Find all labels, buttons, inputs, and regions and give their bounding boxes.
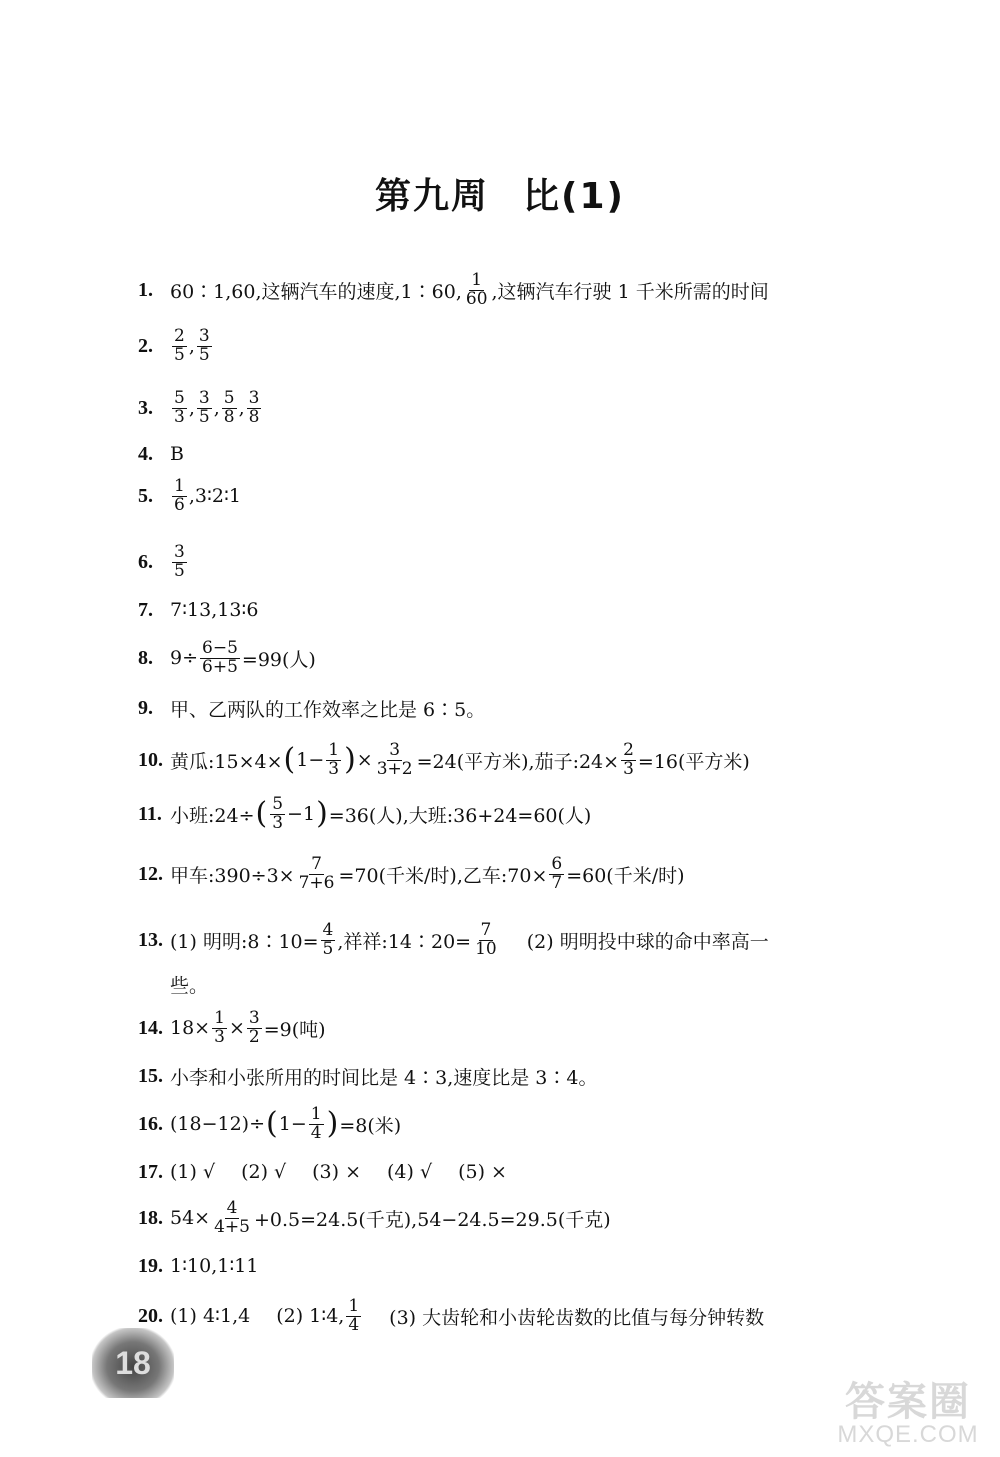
answer-line: [138, 388, 938, 428]
numerator: 4: [226, 1197, 238, 1218]
answer-text: 甲车:390÷3×: [170, 864, 295, 887]
numerator: 2: [623, 739, 634, 760]
answer-text: ,3∶2∶1: [188, 485, 242, 507]
answer-text: (5) ×: [458, 1161, 507, 1183]
answer-text: 1−: [296, 749, 325, 771]
answer-line: [138, 476, 938, 516]
answer-text: (2) √: [241, 1161, 287, 1183]
numerator: 3: [389, 739, 401, 760]
numerator: 2: [174, 325, 185, 346]
denominator: 4+5: [214, 1216, 250, 1237]
answer-text: 1−: [278, 1113, 307, 1135]
answer-line: [138, 1246, 938, 1286]
answer-line: [138, 920, 938, 960]
fraction: [172, 541, 187, 581]
fraction: [172, 387, 187, 427]
answer-text: 甲、乙两队的工作效率之比是 6∶5。: [170, 698, 486, 721]
answer-line: [138, 590, 938, 630]
denominator: 4: [348, 1314, 360, 1335]
answer-text: (1) 4∶1,4: [170, 1305, 251, 1327]
answer-text: 黄瓜:15×4×: [170, 750, 283, 773]
numerator: 3: [198, 325, 210, 346]
fraction: [197, 325, 212, 365]
denominator: 4: [310, 1122, 322, 1143]
numerator: 3: [198, 387, 210, 408]
numerator: 3: [248, 387, 260, 408]
answer-line: [138, 1104, 938, 1144]
answer-text: 18×: [170, 1017, 211, 1039]
fraction: [212, 1007, 227, 1047]
numerator: 6: [551, 853, 563, 874]
answer-number: 7.: [138, 598, 153, 621]
numerator: 3: [174, 541, 185, 562]
answer-line: [138, 638, 938, 678]
answer-text: ,: [213, 397, 220, 419]
answer-line: [138, 326, 938, 366]
numerator: 1: [328, 739, 340, 760]
answer-text: =16(平方米): [637, 750, 750, 773]
answer-text: (1) √: [170, 1161, 216, 1183]
big-paren: ): [344, 742, 356, 777]
answer-text: ,这辆汽车行驶 1 千米所需的时间: [491, 280, 769, 303]
answer-line: [138, 740, 938, 780]
denominator: 3: [623, 758, 634, 779]
numerator: 3: [248, 1007, 260, 1028]
numerator: 1: [310, 1103, 322, 1124]
fraction: [200, 637, 240, 677]
answer-number: 2.: [138, 334, 153, 357]
answer-text: ×: [356, 749, 373, 771]
denominator: 3: [174, 406, 185, 427]
denominator: 7: [551, 872, 563, 893]
answer-text: 小李和小张所用的时间比是 4∶3,速度比是 3∶4。: [170, 1066, 598, 1089]
denominator: 6: [174, 494, 185, 515]
answer-text: ,: [188, 335, 195, 357]
big-paren: (: [255, 796, 268, 831]
answer-line: [138, 688, 938, 728]
answer-text: (3) ×: [312, 1161, 361, 1183]
big-paren: ): [316, 796, 328, 831]
answer-number: 15.: [138, 1064, 163, 1087]
answer-line: [138, 270, 938, 310]
answer-text: =36(人),大班:36+24=60(人): [328, 804, 592, 827]
answer-number: 17.: [138, 1160, 163, 1183]
numerator: 1: [174, 475, 185, 496]
page-number-stamp: [92, 1328, 174, 1398]
answer-text: 9÷: [170, 647, 199, 669]
answer-number: 10.: [138, 748, 163, 771]
fraction: [464, 269, 490, 309]
numerator: 7: [311, 853, 322, 874]
fraction: [247, 387, 262, 427]
fraction: [172, 325, 187, 365]
answer-text: (3) 大齿轮和小齿轮齿数的比值与每分钟转数: [389, 1306, 765, 1329]
denominator: 60: [465, 288, 488, 309]
answer-text: =24(平方米),茄子:24×: [416, 750, 620, 773]
answer-line: [138, 1152, 938, 1192]
big-paren: ): [326, 1106, 339, 1141]
numerator: 1: [214, 1007, 225, 1028]
denominator: 5: [322, 938, 334, 959]
fraction: [297, 853, 337, 893]
denominator: 5: [198, 344, 210, 365]
fraction: [375, 739, 415, 779]
answer-text: =60(千米/时): [566, 864, 685, 887]
answer-text: ×: [228, 1017, 245, 1039]
answer-text: ,祥祥:14∶20=: [337, 930, 472, 953]
answer-number: 9.: [138, 696, 153, 719]
denominator: 5: [174, 344, 185, 365]
answer-text: =99(人): [241, 648, 316, 671]
denominator: 8: [223, 406, 235, 427]
page-title: [0, 168, 1000, 219]
answer-text: 小班:24÷: [170, 804, 255, 827]
fraction: [346, 1295, 361, 1335]
title-sub: 比(1): [523, 176, 625, 217]
answer-text: =70(千米/时),乙车:70×: [338, 864, 548, 887]
watermark-bottom: MXQE.COM: [837, 1421, 979, 1448]
denominator: 8: [248, 406, 260, 427]
fraction: [473, 919, 499, 959]
answer-text: 些。: [170, 974, 209, 997]
numerator: 1: [348, 1295, 360, 1316]
answer-text: 7∶13,13∶6: [170, 599, 259, 621]
answer-line: [138, 1198, 938, 1238]
denominator: 10: [475, 938, 497, 959]
answer-number: 13.: [138, 928, 163, 951]
answer-number: 20.: [138, 1304, 163, 1327]
fraction: [549, 853, 564, 893]
answer-number: 18.: [138, 1206, 163, 1229]
denominator: 7+6: [298, 872, 335, 893]
answer-text: −1: [287, 803, 316, 825]
answer-number: 11.: [138, 802, 162, 825]
answer-number: 8.: [138, 646, 153, 669]
answer-line: [138, 1296, 938, 1336]
numerator: 5: [223, 387, 235, 408]
answer-text: +0.5=24.5(千克),54−24.5=29.5(千克): [254, 1208, 611, 1231]
answer-text: (2) 1∶4,: [276, 1305, 345, 1327]
watermark-logo: [828, 1370, 988, 1450]
denominator: 3: [328, 758, 340, 779]
big-paren: (: [266, 1106, 278, 1141]
answer-number: 12.: [138, 862, 163, 885]
answer-text: (2) 明明投中球的命中率高一: [526, 930, 769, 953]
numerator: 5: [272, 793, 284, 814]
answer-text: 54×: [170, 1207, 211, 1229]
answer-line: [138, 542, 938, 582]
title-main: 第九周: [375, 176, 490, 217]
answer-text: 1∶10,1∶11: [170, 1255, 259, 1277]
denominator: 5: [174, 560, 185, 581]
fraction: [247, 1007, 262, 1047]
denominator: 3: [272, 812, 284, 833]
fraction: [222, 387, 237, 427]
answer-number: 6.: [138, 550, 153, 573]
answer-text: ,: [238, 397, 245, 419]
numerator: 6−5: [202, 637, 238, 658]
numerator: 5: [174, 387, 185, 408]
big-paren: (: [283, 742, 296, 777]
denominator: 3: [214, 1026, 225, 1047]
watermark-top: 答案圈: [845, 1380, 971, 1424]
denominator: 5: [198, 406, 210, 427]
answer-line: [138, 434, 938, 474]
fraction: [197, 387, 212, 427]
answer-text: =8(米): [339, 1114, 402, 1137]
numerator: 7: [480, 919, 492, 940]
denominator: 2: [248, 1026, 260, 1047]
numerator: 1: [471, 269, 483, 290]
answer-text: (1) 明明:8∶10=: [170, 930, 319, 953]
answer-line: [138, 794, 938, 834]
answer-line: [138, 1056, 938, 1096]
answer-number: 3.: [138, 396, 153, 419]
answer-number: 19.: [138, 1254, 163, 1277]
answer-number: 5.: [138, 484, 153, 507]
fraction: [321, 919, 336, 959]
denominator: 3+2: [376, 758, 413, 779]
fraction: [309, 1103, 324, 1143]
answer-line: [138, 854, 938, 894]
answer-text: B: [170, 443, 184, 465]
answer-number: 14.: [138, 1016, 163, 1039]
denominator: 6+5: [202, 656, 238, 677]
numerator: 4: [322, 919, 334, 940]
answer-number: 16.: [138, 1112, 163, 1135]
answer-text: (18−12)÷: [170, 1113, 266, 1135]
fraction: [172, 475, 187, 515]
answer-line: [138, 964, 938, 1004]
answer-text: 60∶1,60,这辆汽车的速度,1∶60,: [170, 280, 462, 303]
answer-number: 1.: [138, 278, 153, 301]
page-number: 18: [115, 1345, 151, 1381]
answer-text: (4) √: [387, 1161, 433, 1183]
answer-text: =9(吨): [263, 1018, 326, 1041]
fraction: [212, 1197, 252, 1237]
fraction: [621, 739, 636, 779]
answer-line: [138, 1008, 938, 1048]
fraction: [270, 793, 285, 833]
answer-text: ,: [188, 397, 195, 419]
fraction: [326, 739, 341, 779]
answer-number: 4.: [138, 442, 153, 465]
